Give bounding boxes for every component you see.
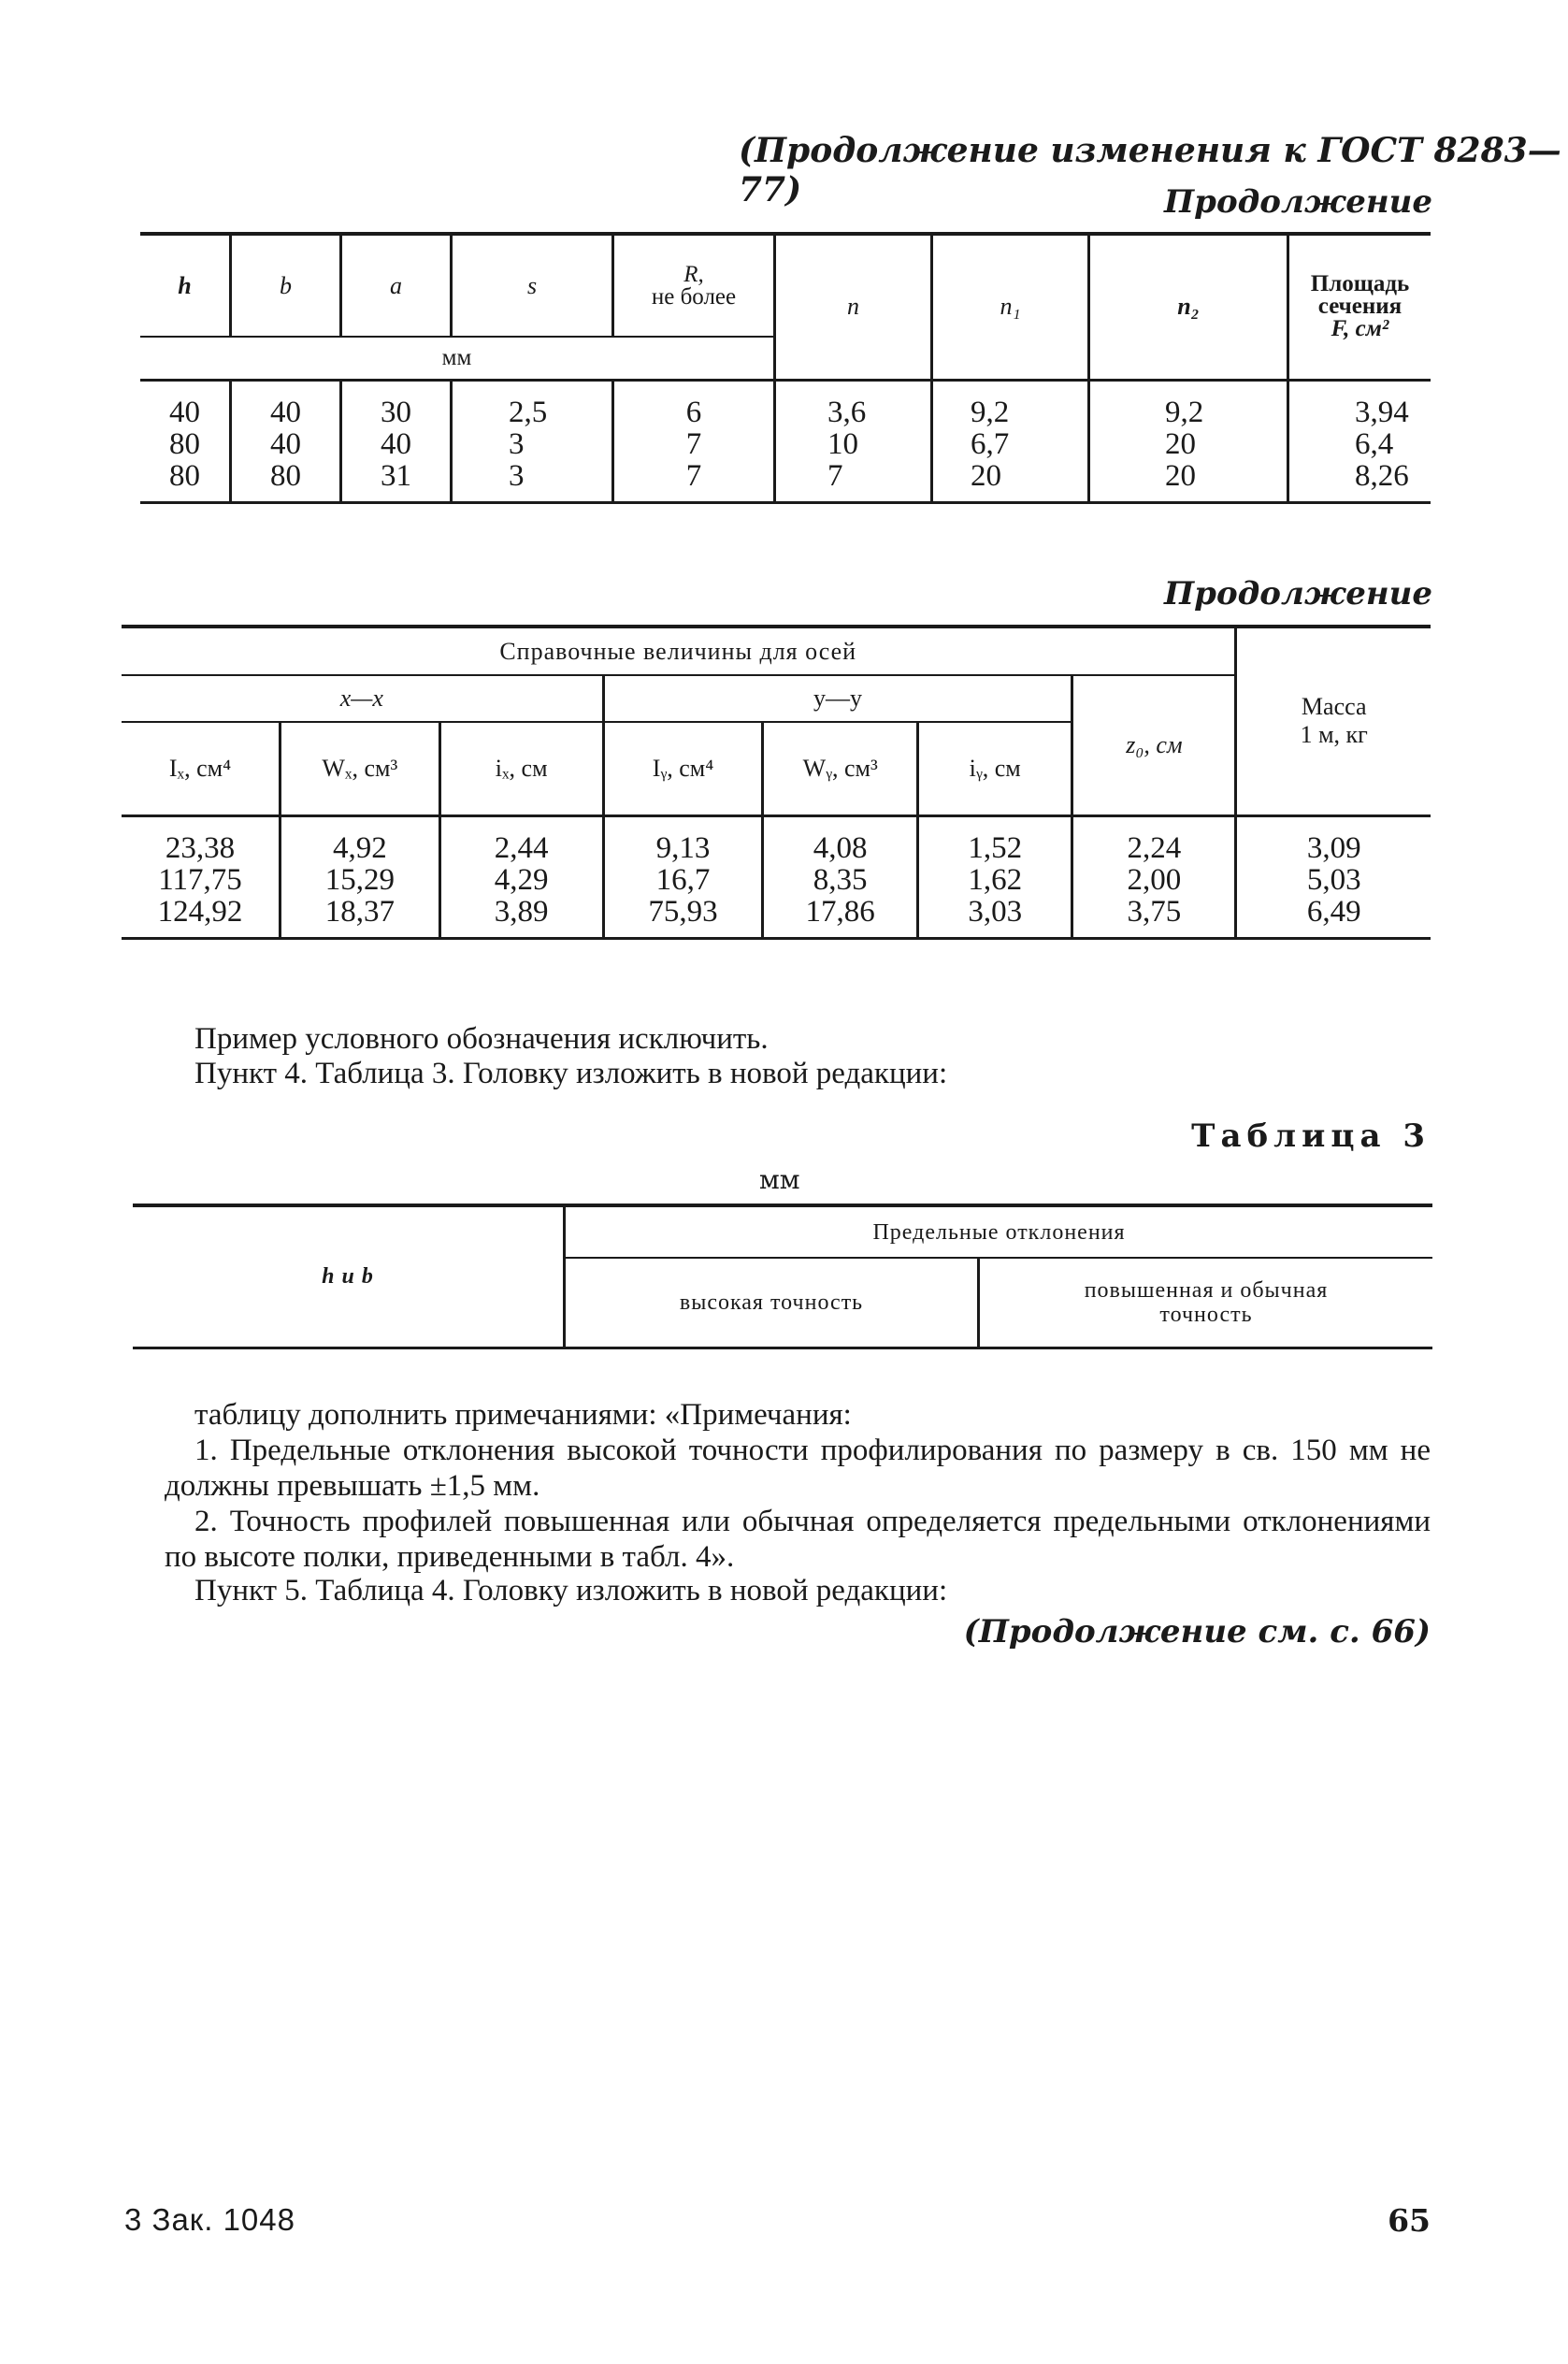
table-cell: 2,24 2,00 3,75 [1072,815,1236,938]
col-increased-line-1: повышенная и обычная [1084,1277,1329,1303]
table-cell: 3,94 6,4 8,26 [1288,380,1431,502]
table-cell: 1,52 1,62 3,03 [918,815,1072,938]
continuation-label-2: Продолжение [1164,575,1432,613]
col-mass-line-1: Масса [1301,693,1367,721]
col-r-text: не более [651,283,737,310]
continued-on-next-page: (Продолжение см. с. 66) [963,1613,1431,1650]
col-increased-line-2: точность [1159,1302,1253,1327]
col-area-line-1: Площадь [1310,271,1410,297]
table-cell: 2,5 3 3 [452,380,613,502]
col-s: s [452,234,613,337]
col-ix-radius: iₓ, см [439,722,603,815]
axis-xx: x—x [122,675,603,722]
col-iy-radius: iᵧ, см [918,722,1072,815]
col-iy-moment: Iᵧ, см⁴ [603,722,763,815]
continuation-title: (Продолжение изменения к ГОСТ 8283—77) [739,131,1561,209]
group-header: Справочные величины для осей [122,627,1236,675]
col-ix-moment: Iₓ, см⁴ [122,722,281,815]
col-area-line-2: сечения [1317,294,1403,320]
paragraph-item-4: Пункт 4. Таблица 3. Головку изложить в новой редакции: [194,1057,948,1090]
col-n2: n₂ [1089,234,1288,380]
col-r [613,234,775,337]
col-r-letter: R, [683,261,704,287]
table-cell: 40 40 80 [231,380,341,502]
col-wy: Wᵧ, см³ [763,722,918,815]
col-h-and-b: h и b [322,1264,374,1290]
dimensions-table [140,232,1431,504]
table3-title: Таблица 3 [1191,1117,1431,1155]
col-high-precision: высокая точность [565,1258,979,1348]
col-mass [1236,627,1431,815]
col-mass-line-2: 1 м, кг [1300,721,1368,749]
col-b: b [231,234,341,337]
col-a: a [341,234,452,337]
page-number: 65 [1388,2202,1431,2239]
limits-header: Предельные отклонения [565,1205,1433,1258]
paragraph-note-2: 2. Точность профилей повышенная или обычная определяется предельными отклонениями по высоте полки, приведенными в табл. 4». [165,1505,1431,1574]
table-cell: 23,38 117,75 124,92 [157,830,243,929]
table-cell: 4,08 8,35 17,86 [763,815,918,938]
col-increased-precision [979,1258,1433,1348]
paragraph-notes-intro: таблицу дополнить примечаниями: «Примечания: [194,1398,852,1432]
paragraph-example-removed: Пример условного обозначения исключить. [194,1022,769,1056]
col-h: h [178,271,192,299]
reference-values-table [122,625,1431,940]
col-wx: Wₓ, см³ [281,722,440,815]
paragraph-note-1: 1. Предельные отклонения высокой точности профилирования по размеру в св. 150 мм не должны превышать ±1,5 мм. [165,1434,1431,1503]
col-z0: z₀, см [1072,675,1236,815]
col-area-line-3: F, см² [1331,316,1389,342]
axis-yy: y—y [603,675,1072,722]
table-cell: 2,44 4,29 3,89 [439,815,603,938]
col-n: n [775,234,932,380]
col-area [1288,234,1431,380]
table-cell: 4,92 15,29 18,37 [281,815,440,938]
table-cell: 9,13 16,7 75,93 [603,815,763,938]
unit-mm: мм [140,337,775,380]
table-cell: 30 40 31 [341,380,452,502]
order-number: 3 Зак. 1048 [124,2202,295,2237]
table-cell: 3,6 10 7 [775,380,932,502]
table3-unit: мм [759,1164,800,1195]
table-cell: 9,2 6,7 20 [932,380,1089,502]
table-cell: 3,09 5,03 6,49 [1236,815,1431,938]
table-cell: 40 80 80 [169,395,200,493]
continuation-label-1: Продолжение [1164,183,1432,221]
limit-deviations-table [133,1204,1432,1349]
col-n1: n₁ [932,234,1089,380]
table-cell: 9,2 20 20 [1089,380,1288,502]
table-cell: 6 7 7 [613,380,775,502]
paragraph-item-5: Пункт 5. Таблица 4. Головку изложить в новой редакции: [194,1574,948,1607]
